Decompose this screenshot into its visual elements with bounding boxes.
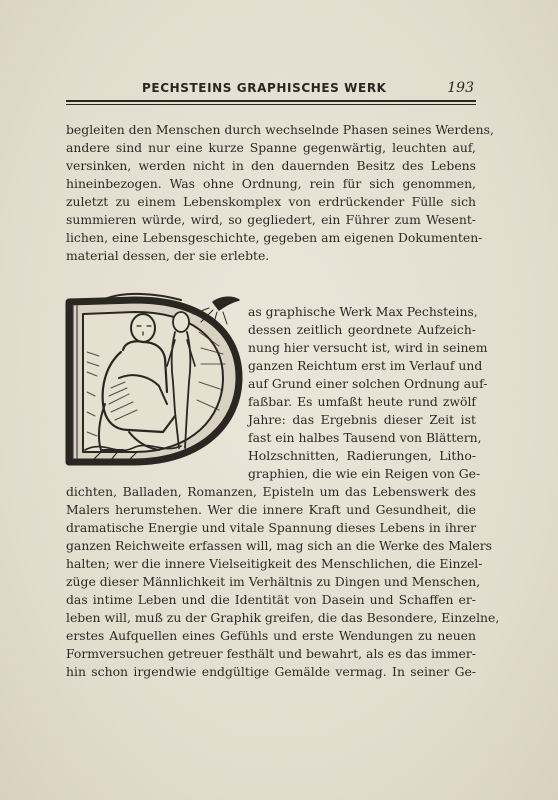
header-rule-thin [66,104,476,105]
text-line: andere sind nur eine kurze Spanne gegenwärtig, leuchten auf, [66,140,476,155]
text-line: fast ein halbes Tausend von Blättern, [248,430,482,445]
running-header [66,80,476,98]
text-line: hineinbezogen. Was ohne Ordnung, rein für sich genommen, [66,176,476,191]
text-line: as graphische Werk Max Pechsteins, [248,304,478,319]
text-line: ganzen Reichtum erst im Verlauf und [248,358,483,373]
text-line: summieren würde, wird, so gegliedert, ein Führer zum Wesent- [66,212,476,227]
page-number: 193 [447,80,474,96]
text-line: begleiten den Menschen durch wechselnde Phasen seines Werdens, [66,122,494,137]
text-line: zuletzt zu einem Lebenskomplex von erdrückender Fülle sich [66,194,476,209]
text-line: das intime Leben und die Identität von Dasein und Schaffen er- [66,592,476,607]
decorated-initial-d [63,292,243,470]
text-line: material dessen, der sie erlebte. [66,248,270,263]
running-title: PECHSTEINS GRAPHISCHES WERK [142,81,387,95]
text-line: züge dieser Männlichkeit im Verhältnis zu Dingen und Menschen, [66,574,481,589]
text-line: dessen zeitlich geordnete Aufzeich- [248,322,476,337]
text-line: nung hier versucht ist, wird in seinem [248,340,488,355]
text-line: dramatische Energie und vitale Spannung dieses Lebens in ihrer [66,520,476,535]
text-line: versinken, werden nicht in den dauernden Besitz des Lebens [66,158,476,173]
text-line: Malers herumstehen. Wer die innere Kraft und Gesundheit, die [66,502,476,517]
text-line: hin schon irgendwie endgültige Gemälde vermag. In seiner Ge- [66,664,476,679]
text-line: Jahre: das Ergebnis dieser Zeit ist [248,412,476,427]
text-line: lichen, eine Lebensgeschichte, gegeben am eigenen Dokumenten- [66,230,483,245]
text-line: dichten, Balladen, Romanzen, Episteln um das Lebenswerk des [66,484,476,499]
text-line: graphien, die wie ein Reigen von Ge- [248,466,481,481]
text-line: ganzen Reichweite erfassen will, mag sich an die Werke des Malers [66,538,492,553]
text-line: Holzschnitten, Radierungen, Litho- [248,448,476,463]
woodcut-initial-illustration [63,292,243,470]
text-line: auf Grund einer solchen Ordnung auf- [248,376,488,391]
text-line: Formversuchen getreuer festhält und bewahrt, als es das immer- [66,646,476,661]
text-line: leben will, muß zu der Graphik greifen, die das Besondere, Einzelne, [66,610,500,625]
header-rule-thick [66,100,476,102]
text-line: halten; wer die innere Vielseitigkeit des Menschlichen, die Einzel- [66,556,483,571]
text-line: erstes Aufquellen eines Gefühls und erste Wendungen zu neuen [66,628,476,643]
text-line: faßbar. Es umfaßt heute rund zwölf [248,394,476,409]
